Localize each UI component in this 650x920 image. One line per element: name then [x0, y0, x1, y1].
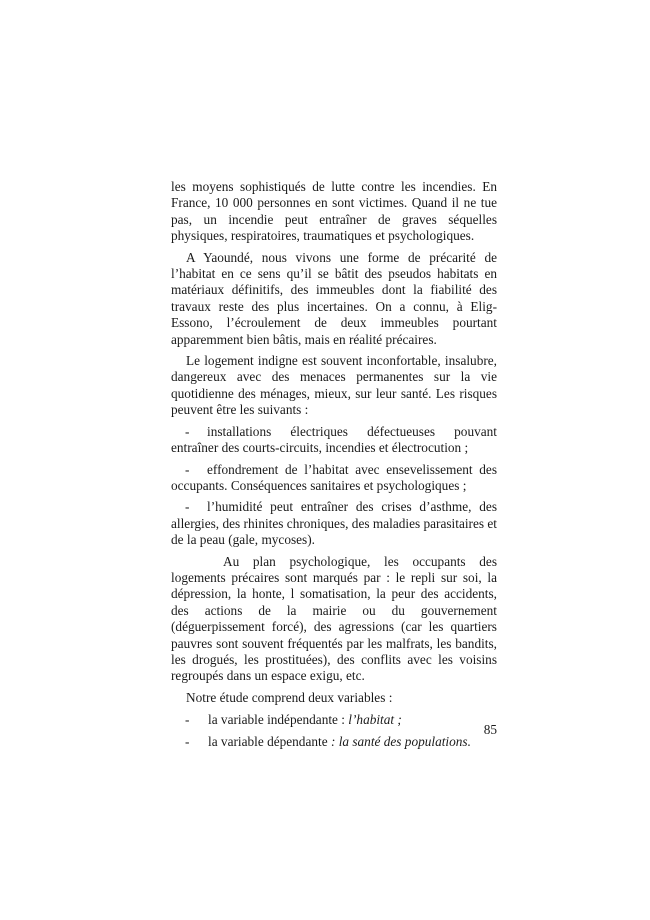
- page-number: 85: [483, 722, 497, 737]
- list-dash: -: [185, 499, 190, 515]
- variable-value: : la santé des populations.: [330, 733, 471, 749]
- paragraph-fire-risks: les moyens sophistiqués de lutte contre les incendies. En France, 10 000 personnes en sont victimes. Quand il ne tue pas, un incendie peut entraîner de graves séquelles physiques, respiratoires, traumatiques et psychologiques.: [171, 179, 497, 244]
- list-item-text: effondrement de l’habitat avec ensevelissement des occupants. Conséquences sanitaires et psychologiques ;: [171, 461, 497, 493]
- variable-value: l’habitat ;: [348, 712, 402, 728]
- list-dash: -: [185, 423, 190, 439]
- document-page: [171, 179, 497, 755]
- variable-label: la variable dépendante: [208, 733, 328, 749]
- study-intro: Notre étude comprend deux variables :: [186, 689, 393, 705]
- paragraph-psychological: Au plan psychologique, les occupants des logements précaires sont marqués par : le repli sur soi, la dépression, la honte, l somatisation, la peur des accidents, des actions de la mairie ou du gouvernement (déguerpissement forcé), des agressions (car les quartiers pauvres sont souvent fréquentés par les malfrats, les bandits, les drogués, les prostituées), des conflits avec les voisins regroupés dans un espace exigu, etc.: [171, 553, 497, 684]
- list-item-risk: [171, 462, 497, 495]
- paragraph-unworthy-housing: Le logement indigne est souvent inconfortable, insalubre, dangereux avec des menaces permanentes sur la vie quotidienne des ménages, mieux, sur leur santé. Les risques peuvent être les suivants :: [171, 353, 497, 418]
- variable-label: la variable indépendante :: [208, 712, 345, 728]
- list-item-risk: [171, 424, 497, 457]
- list-dash: -: [185, 733, 190, 749]
- list-dash: -: [185, 461, 190, 477]
- paragraph-yaounde-precarity: A Yaoundé, nous vivons une forme de précarité de l’habitat en ce sens qu’il se bâtit des pseudos habitats en matériaux définitifs, des immeubles dont la fiabilité des travaux reste des plus incertaines. On a connu, à Elig-Essono, l’écroulement de deux immeubles pourtant apparemment bien bâtis, mais en réalité précaires.: [171, 249, 497, 347]
- list-dash: -: [185, 712, 190, 728]
- list-item-risk: [171, 499, 497, 548]
- list-item-text: installations électriques défectueuses pouvant entraîner des courts-circuits, incendies et électrocution ;: [171, 423, 497, 456]
- list-item-text: l’humidité peut entraîner des crises d’asthme, des allergies, des rhinites chroniques, des maladies parasitaires et de la peau (gale, mycoses).: [171, 499, 497, 548]
